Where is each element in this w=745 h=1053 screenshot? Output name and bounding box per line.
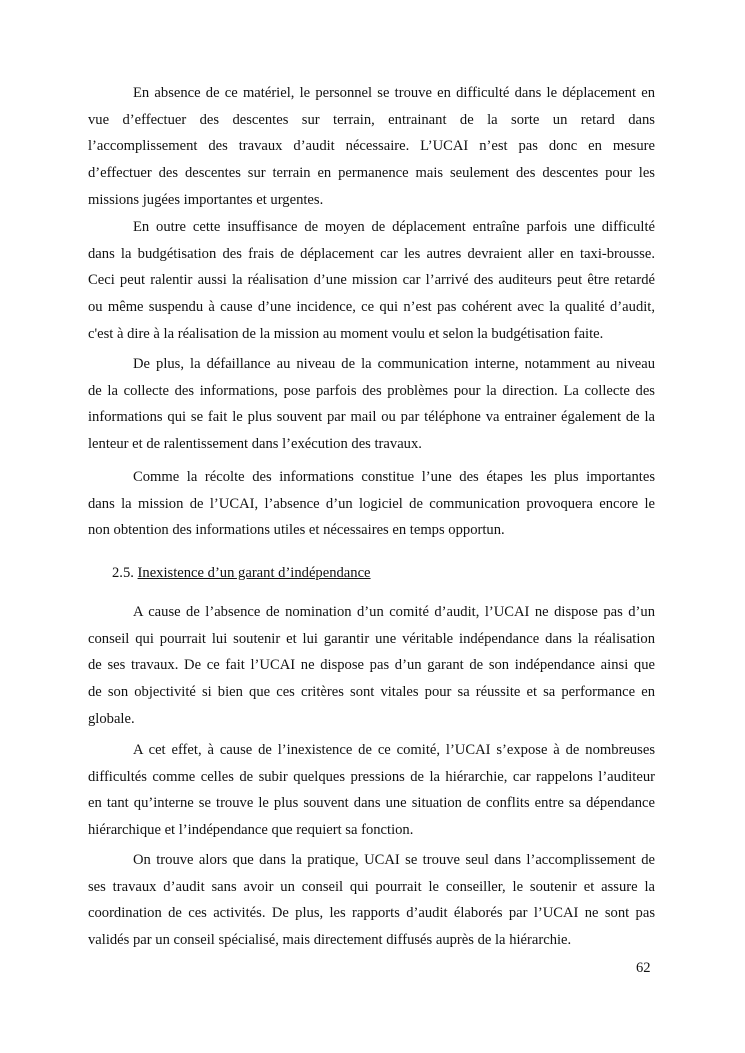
text-line: difficultés comme celles de subir quelques pressions de la hiérarchie, car rappelons l’auditeur [88, 768, 655, 785]
paragraph [88, 351, 655, 458]
text-line: On trouve alors que dans la pratique, UCAI se trouve seul dans l’accomplissement de [133, 852, 655, 868]
text-line: De plus, la défaillance au niveau de la communication interne, notamment au niveau [133, 356, 655, 372]
section-title: Inexistence d’un garant d’indépendance [137, 565, 371, 581]
text-line: A cause de l’absence de nomination d’un comité d’audit, l’UCAI ne dispose pas d’un [133, 604, 655, 620]
text-line: ou même suspendu à cause d’une incidence, ce qui n’est pas cohérent avec la qualité d’audit, [88, 299, 655, 316]
text-line: missions jugées importantes et urgentes. [88, 191, 324, 208]
text-line: de son objectivité si bien que ces critères sont vitales pour sa réussite et sa performance en [88, 684, 655, 701]
paragraph [88, 599, 655, 732]
text-line: vue d’effectuer des descentes sur terrain, entrainant de la sorte un retard dans [88, 111, 655, 128]
text-line: dans la mission de l’UCAI, l’absence d’un logiciel de communication provoquera encore le [88, 495, 655, 512]
text-line: dans la budgétisation des frais de déplacement car les autres devraient aller en taxi-brousse. [88, 245, 655, 262]
text-line: de la collecte des informations, pose parfois des problèmes pour la direction. La collecte des [88, 382, 655, 399]
text-line: informations qui se fait le plus souvent par mail ou par téléphone va entrainer également de la [88, 409, 655, 426]
text-line: conseil qui pourrait lui soutenir et lui garantir une véritable indépendance dans la réalisation [88, 630, 655, 647]
text-line: validés par un conseil spécialisé, mais directement diffusés auprès de la hiérarchie. [88, 932, 572, 949]
text-line: A cet effet, à cause de l’inexistence de ce comité, l’UCAI s’expose à de nombreuses [133, 742, 655, 758]
text-line: Ceci peut ralentir aussi la réalisation d’une mission car l’arrivé des auditeurs peut être retardé [88, 272, 655, 289]
text-line: lenteur et de ralentissement dans l’exécution des travaux. [88, 436, 422, 453]
section-number: 2.5. [112, 565, 138, 581]
text-line: c'est à dire à la réalisation de la mission au moment voulu et selon la budgétisation faite. [88, 325, 604, 342]
paragraph [88, 214, 655, 347]
text-line: l’accomplissement des travaux d’audit nécessaire. L’UCAI n’est pas donc en mesure [88, 138, 655, 155]
text-line: de ses travaux. De ce fait l’UCAI ne dispose pas d’un garant de son indépendance ainsi que [88, 657, 655, 674]
text-line: en tant qu’interne se trouve le plus souvent dans une situation de conflits entre sa dépendance [88, 795, 655, 812]
text-line: En outre cette insuffisance de moyen de déplacement entraîne parfois une difficulté [133, 219, 655, 235]
section-heading [112, 560, 371, 586]
paragraph [88, 737, 655, 844]
text-line: hiérarchique et l’indépendance que requiert sa fonction. [88, 822, 414, 839]
paragraph [88, 464, 655, 544]
paragraph [88, 80, 655, 213]
text-line: ses travaux d’audit sans avoir un conseil qui pourrait le conseiller, le soutenir et assure la [88, 878, 655, 895]
text-line: coordination de ces activités. De plus, les rapports d’audit élaborés par l’UCAI ne sont pas [88, 905, 655, 922]
page-number: 62 [636, 960, 651, 976]
text-line: globale. [88, 710, 135, 727]
text-line: non obtention des informations utiles et nécessaires en temps opportun. [88, 522, 505, 539]
text-line: d’effectuer des descentes sur terrain en permanence mais seulement des descentes pour les [88, 165, 655, 182]
text-line: Comme la récolte des informations constitue l’une des étapes les plus importantes [133, 469, 655, 485]
text-line: En absence de ce matériel, le personnel se trouve en difficulté dans le déplacement en [133, 85, 655, 101]
paragraph [88, 847, 655, 954]
